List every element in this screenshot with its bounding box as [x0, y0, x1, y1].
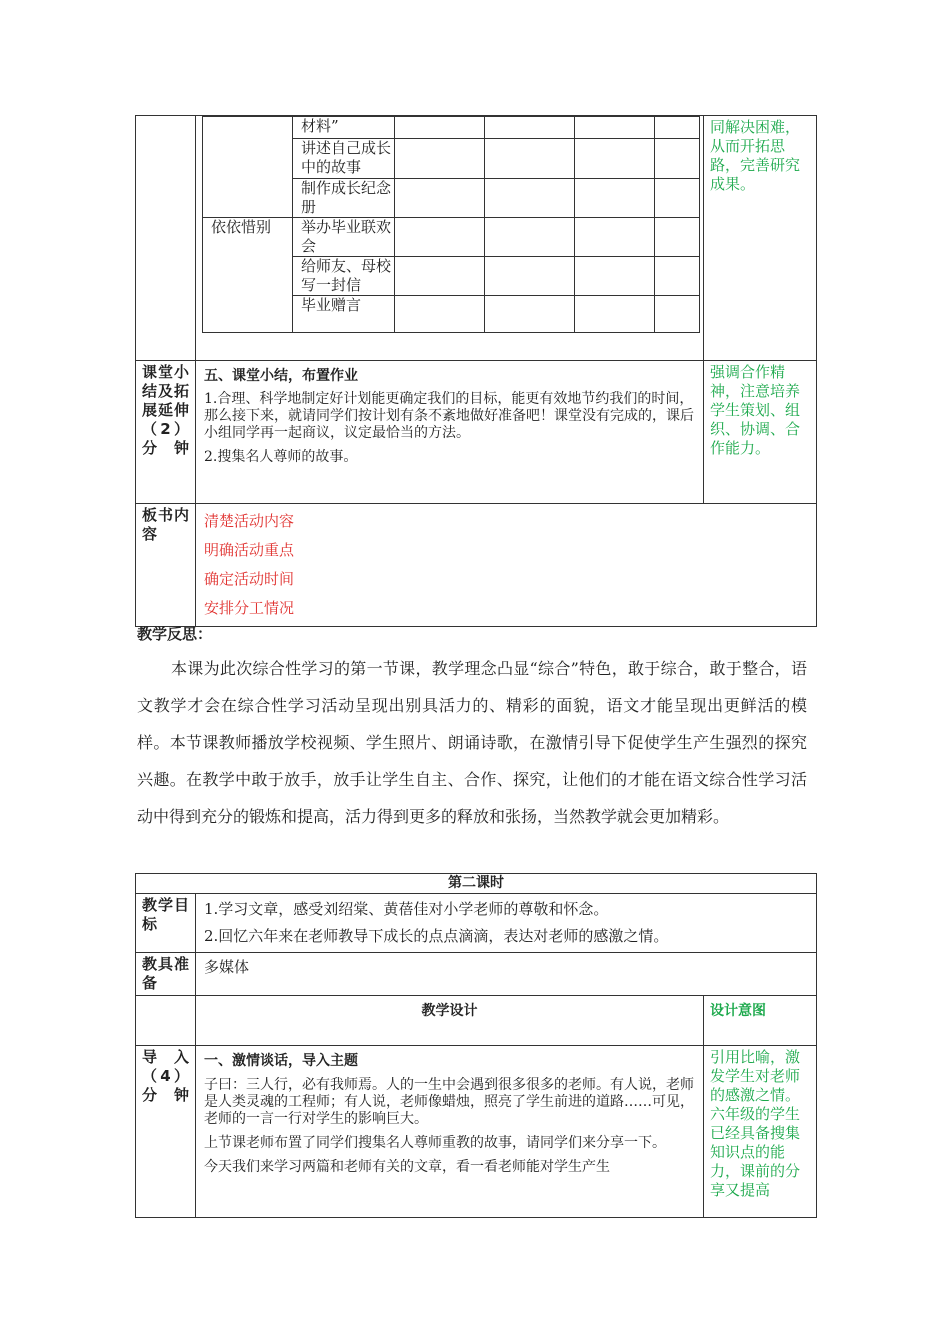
- goal-item: 2.回忆六年来在老师教导下成长的点点滴滴，表达对老师的感激之情。: [204, 927, 669, 945]
- board-line: 清楚活动内容: [204, 512, 295, 530]
- activity-item: 讲述自己成长中的故事: [293, 139, 395, 179]
- activity-item: 材料”: [293, 117, 395, 139]
- tools-value: 多媒体: [196, 953, 817, 996]
- intro-label: 导入（4）分钟: [136, 1046, 196, 1218]
- lesson-title: 第二课时: [136, 874, 817, 894]
- reflection-text: 本课为此次综合性学习的第一节课，教学理念凸显“综合”特色，敢于综合，敢于整合，语文教学才会在综合性学习活动呈现出别具活力的、精彩的面貌，语文才能呈现出更鲜活的模样。本节课教师播放学校视频、学生照片、朗诵诗歌，在激情引导下促使学生产生强烈的探究兴趣。在教学中敢于放手，放手让学生自主、合作、探究，让他们的才能在语文综合性学习活动中得到充分的锻炼和提高，活力得到更多的释放和张扬，当然教学就会更加精彩。: [137, 659, 807, 826]
- design-intent-note: 同解决困难，从而开拓思路，完善研究成果。: [704, 116, 817, 361]
- activity-item: 毕业赠言: [293, 296, 395, 333]
- goals-row: [136, 894, 817, 953]
- activity-group: 依依惜别: [203, 218, 293, 333]
- board-row: [136, 504, 817, 627]
- lesson-title-row: [136, 874, 817, 894]
- summary-paragraph: 2.搜集名人尊师的故事。: [204, 449, 358, 465]
- summary-note: 强调合作精神，注意培养学生策划、组织、协调、合作能力。: [704, 361, 817, 504]
- intro-paragraph: 上节课老师布置了同学们搜集名人尊师重教的故事，请同学们来分享一下。: [204, 1135, 666, 1151]
- intro-title: 一、激情谈话，导入主题: [204, 1053, 358, 1069]
- goals-label: 教学目标: [136, 894, 196, 953]
- board-label: 板书内容: [136, 504, 196, 627]
- design-header: 教学设计: [196, 996, 704, 1046]
- intro-paragraph: 今天我们来学习两篇和老师有关的文章，看一看老师能对学生产生: [204, 1159, 610, 1175]
- board-line: 明确活动重点: [204, 541, 295, 559]
- lesson-plan-table-2: [135, 873, 817, 1218]
- goal-item: 1.学习文章，感受刘绍棠、黄蓓佳对小学老师的尊敬和怀念。: [204, 900, 609, 918]
- intro-note: 引用比喻，激发学生对老师的感激之情。六年级的学生已经具备搜集知识点的能力，课前的分享又提高: [704, 1046, 817, 1218]
- summary-title: 五、课堂小结，布置作业: [204, 368, 358, 384]
- activity-item-row: [203, 117, 700, 139]
- board-line: 确定活动时间: [204, 570, 295, 588]
- board-line: 安排分工情况: [204, 599, 295, 617]
- summary-label: 课堂小结及拓展延伸（2）分钟: [136, 361, 196, 504]
- activity-row: [136, 116, 817, 361]
- summary-paragraph: 1.合理、科学地制定好计划能更确定我们的目标，能更有效地节约我们的时间，那么接下来，就请同学们按计划有条不紊地做好准备吧！课堂没有完成的，课后小组同学再一起商议，议定最恰当的方法。: [204, 391, 694, 441]
- activity-item: 给师友、母校写一封信: [293, 257, 395, 296]
- tools-label: 教具准备: [136, 953, 196, 996]
- activity-item-row: [203, 218, 700, 257]
- activity-item: 举办毕业联欢会: [293, 218, 395, 257]
- tools-row: [136, 953, 817, 996]
- summary-row: [136, 361, 817, 504]
- intent-header: 设计意图: [704, 996, 817, 1046]
- design-header-row: [136, 996, 817, 1046]
- intro-paragraph: 子曰：三人行，必有我师焉。人的一生中会遇到很多很多的老师。有人说，老师是人类灵魂的工程师；有人说，老师像蜡烛，照亮了学生前进的道路……可见，老师的一言一行对学生的影响巨大。: [204, 1077, 694, 1127]
- lesson-plan-table-1: [135, 115, 817, 627]
- activity-item: 制作成长纪念册: [293, 179, 395, 218]
- activity-inner-table: [202, 116, 700, 333]
- reflection-title: 教学反思：: [137, 625, 213, 643]
- intro-row: [136, 1046, 817, 1218]
